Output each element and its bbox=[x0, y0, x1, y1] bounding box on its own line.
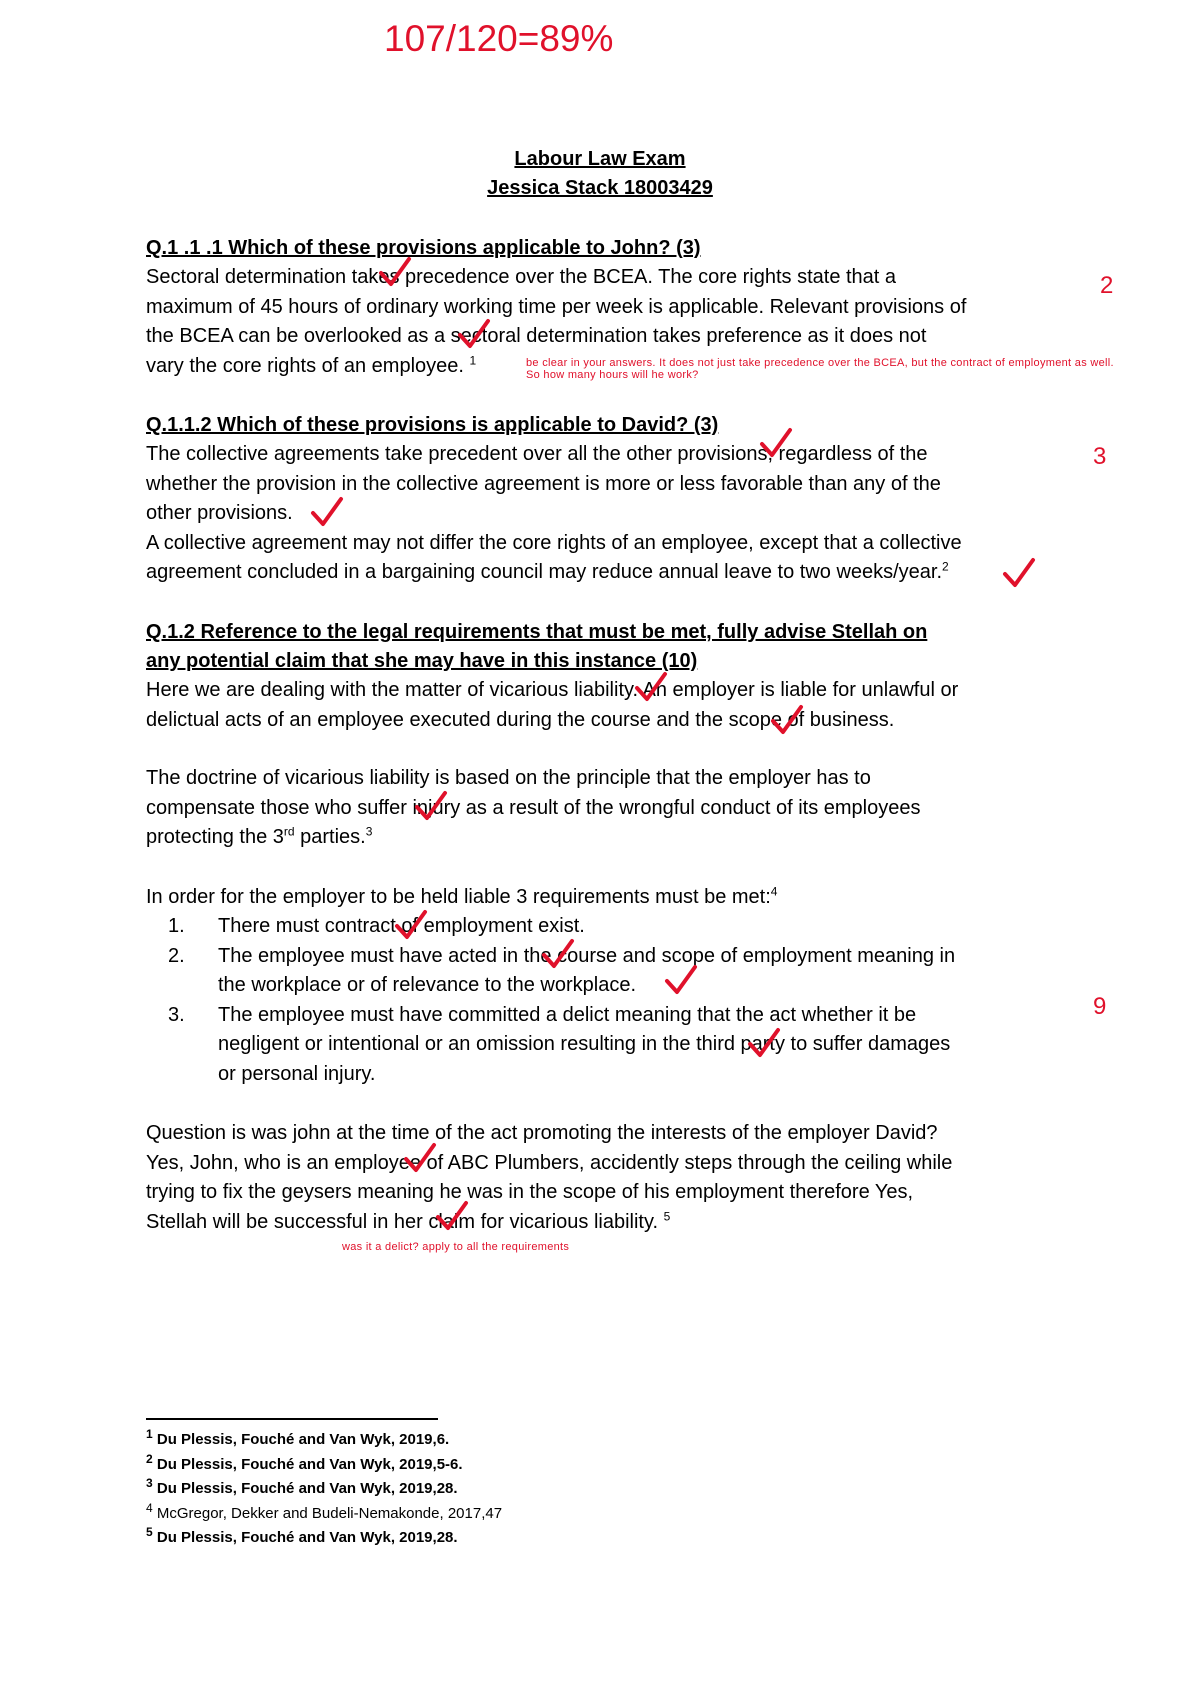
text-span: Stellah will be successful in her claim for vicarious liability. bbox=[146, 1210, 664, 1233]
check-mark-icon bbox=[457, 317, 491, 351]
q12-score: 9 bbox=[1093, 993, 1107, 1020]
student-name: Jessica Stack 18003429 bbox=[487, 177, 713, 199]
text-span: protecting the 3 bbox=[146, 826, 284, 848]
footnote-ref: 3 bbox=[365, 824, 373, 839]
footnote-text: Du Plessis, Fouché and Van Wyk, 2019,28. bbox=[156, 1480, 458, 1497]
text-line: trying to fix the geysers meaning he was in the scope of his employment therefore Yes, bbox=[146, 1181, 914, 1203]
footnote bbox=[146, 1526, 502, 1551]
text-span: agreement concluded in a bargaining council may reduce annual leave to two weeks/year. bbox=[146, 561, 943, 583]
text-span: In order for the employer to be held liable 3 requirements must be met: bbox=[146, 886, 771, 908]
list-item-continuation: negligent or intentional or an omission resulting in the third party to suffer damages bbox=[218, 1033, 951, 1055]
footnote-text: Du Plessis, Fouché and Van Wyk, 2019,28. bbox=[156, 1529, 458, 1546]
text-line: maximum of 45 hours of ordinary working time per week is applicable. Relevant provisions of bbox=[146, 295, 967, 318]
footnote-number: 5 bbox=[146, 1525, 153, 1539]
list-number: 1. bbox=[168, 915, 185, 937]
q12-heading-line2: any potential claim that she may have in this instance (10) bbox=[146, 650, 698, 672]
text-span: vary the core rights of an employee. bbox=[146, 354, 470, 377]
superscript: rd bbox=[283, 824, 295, 839]
check-mark-icon bbox=[634, 670, 668, 704]
text-line: Question is was john at the time of the act promoting the interests of the employer David? bbox=[146, 1122, 938, 1144]
text-line bbox=[146, 823, 1086, 853]
text-line: delictual acts of an employee executed during the course and the scope of business. bbox=[146, 708, 895, 731]
footnote-ref: 4 bbox=[770, 884, 778, 899]
text-line: Sectoral determination takes precedence over the BCEA. The core rights state that a bbox=[146, 266, 897, 288]
q112-score: 3 bbox=[1093, 443, 1107, 470]
text-line bbox=[146, 558, 1086, 588]
text-line: compensate those who suffer injury as a result of the wrongful conduct of its employees bbox=[146, 796, 921, 819]
text-span: parties. bbox=[294, 826, 366, 848]
check-mark-icon bbox=[310, 495, 344, 529]
text-span: The employee must have committed a delict meaning that the act whether it be bbox=[218, 1003, 917, 1026]
footnotes bbox=[146, 1428, 502, 1551]
check-mark-icon bbox=[664, 963, 698, 997]
check-mark-icon bbox=[403, 1141, 437, 1175]
check-mark-icon bbox=[414, 789, 448, 823]
footnote-ref: 1 bbox=[469, 352, 477, 367]
list-item bbox=[168, 1001, 955, 1031]
text-line bbox=[146, 1208, 1086, 1238]
q12-paragraph-2 bbox=[146, 764, 1086, 853]
comment-line: So how many hours will he work? bbox=[526, 369, 699, 381]
q111-heading: Q.1 .1 .1 Which of these provisions applicable to John? (3) bbox=[146, 237, 701, 259]
text-line: the BCEA can be overlooked as a sectoral determination takes preference as it does not bbox=[146, 325, 927, 347]
comment-line: be clear in your answers. It does not just take precedence over the BCEA, but the contract of employment as well. bbox=[526, 357, 1114, 369]
q12-paragraph-3 bbox=[146, 883, 1086, 913]
text-span: There must contract of employment exist. bbox=[218, 915, 585, 937]
footnote-number: 3 bbox=[146, 1476, 153, 1490]
check-mark-icon bbox=[770, 703, 804, 737]
text-line: Here we are dealing with the matter of vicarious liability. An employer is liable for unlawful or bbox=[146, 679, 959, 701]
footnote bbox=[146, 1477, 502, 1502]
footnote bbox=[146, 1453, 502, 1478]
text-line: Yes, John, who is an employee of ABC Plumbers, accidently steps through the ceiling while bbox=[146, 1151, 953, 1174]
q12-paragraph-4 bbox=[146, 1119, 1086, 1237]
footnote bbox=[146, 1428, 502, 1453]
check-mark-icon bbox=[1002, 556, 1036, 590]
marker-comment-q12: was it a delict? apply to all the requirements bbox=[342, 1241, 570, 1253]
text-line: whether the provision in the collective agreement is more or less favorable than any of the bbox=[146, 472, 941, 495]
footnote-number: 2 bbox=[146, 1451, 153, 1466]
footnote-text: McGregor, Dekker and Budeli-Nemakonde, 2017,47 bbox=[156, 1504, 503, 1522]
check-mark-icon bbox=[541, 937, 575, 971]
footnote-text: Du Plessis, Fouché and Van Wyk, 2019,6. bbox=[156, 1431, 450, 1448]
text-line: The doctrine of vicarious liability is based on the principle that the employer has to bbox=[146, 767, 871, 789]
footnote-text: Du Plessis, Fouché and Van Wyk, 2019,5-6. bbox=[156, 1455, 463, 1473]
check-mark-icon bbox=[747, 1026, 781, 1060]
text-line bbox=[146, 883, 1086, 913]
q112-heading: Q.1.1.2 Which of these provisions is applicable to David? (3) bbox=[146, 414, 719, 436]
footnote-number: 1 bbox=[146, 1427, 153, 1441]
check-mark-icon bbox=[378, 255, 412, 289]
list-number: 3. bbox=[168, 1003, 185, 1026]
text-span: The employee must have acted in the course and scope of employment meaning in bbox=[218, 944, 956, 967]
footnote-ref: 5 bbox=[663, 1208, 671, 1223]
q111-score: 2 bbox=[1100, 272, 1114, 299]
total-score: 107/120=89% bbox=[384, 18, 614, 59]
footnote-number: 4 bbox=[146, 1500, 153, 1515]
exam-title: Labour Law Exam bbox=[514, 148, 686, 170]
q12-heading-line1: Q.1.2 Reference to the legal requirements that must be met, fully advise Stellah on bbox=[146, 621, 928, 643]
q112-answer bbox=[146, 440, 1086, 588]
footnote-ref: 2 bbox=[942, 559, 949, 574]
check-mark-icon bbox=[394, 908, 428, 942]
text-line: other provisions. bbox=[146, 502, 293, 524]
marker-comment-q111 bbox=[526, 357, 1114, 381]
check-mark-icon bbox=[435, 1199, 469, 1233]
footnote bbox=[146, 1502, 502, 1527]
list-item-continuation: the workplace or of relevance to the workplace. bbox=[218, 974, 636, 996]
list-item-continuation: or personal injury. bbox=[218, 1062, 376, 1085]
q12-paragraph-1 bbox=[146, 676, 1086, 735]
list-number: 2. bbox=[168, 944, 185, 967]
text-line: The collective agreements take precedent over all the other provisions, regardless of the bbox=[146, 443, 928, 465]
text-line: A collective agreement may not differ the core rights of an employee, except that a collective bbox=[146, 531, 962, 554]
footnote-divider bbox=[146, 1418, 438, 1420]
check-mark-icon bbox=[759, 426, 793, 460]
